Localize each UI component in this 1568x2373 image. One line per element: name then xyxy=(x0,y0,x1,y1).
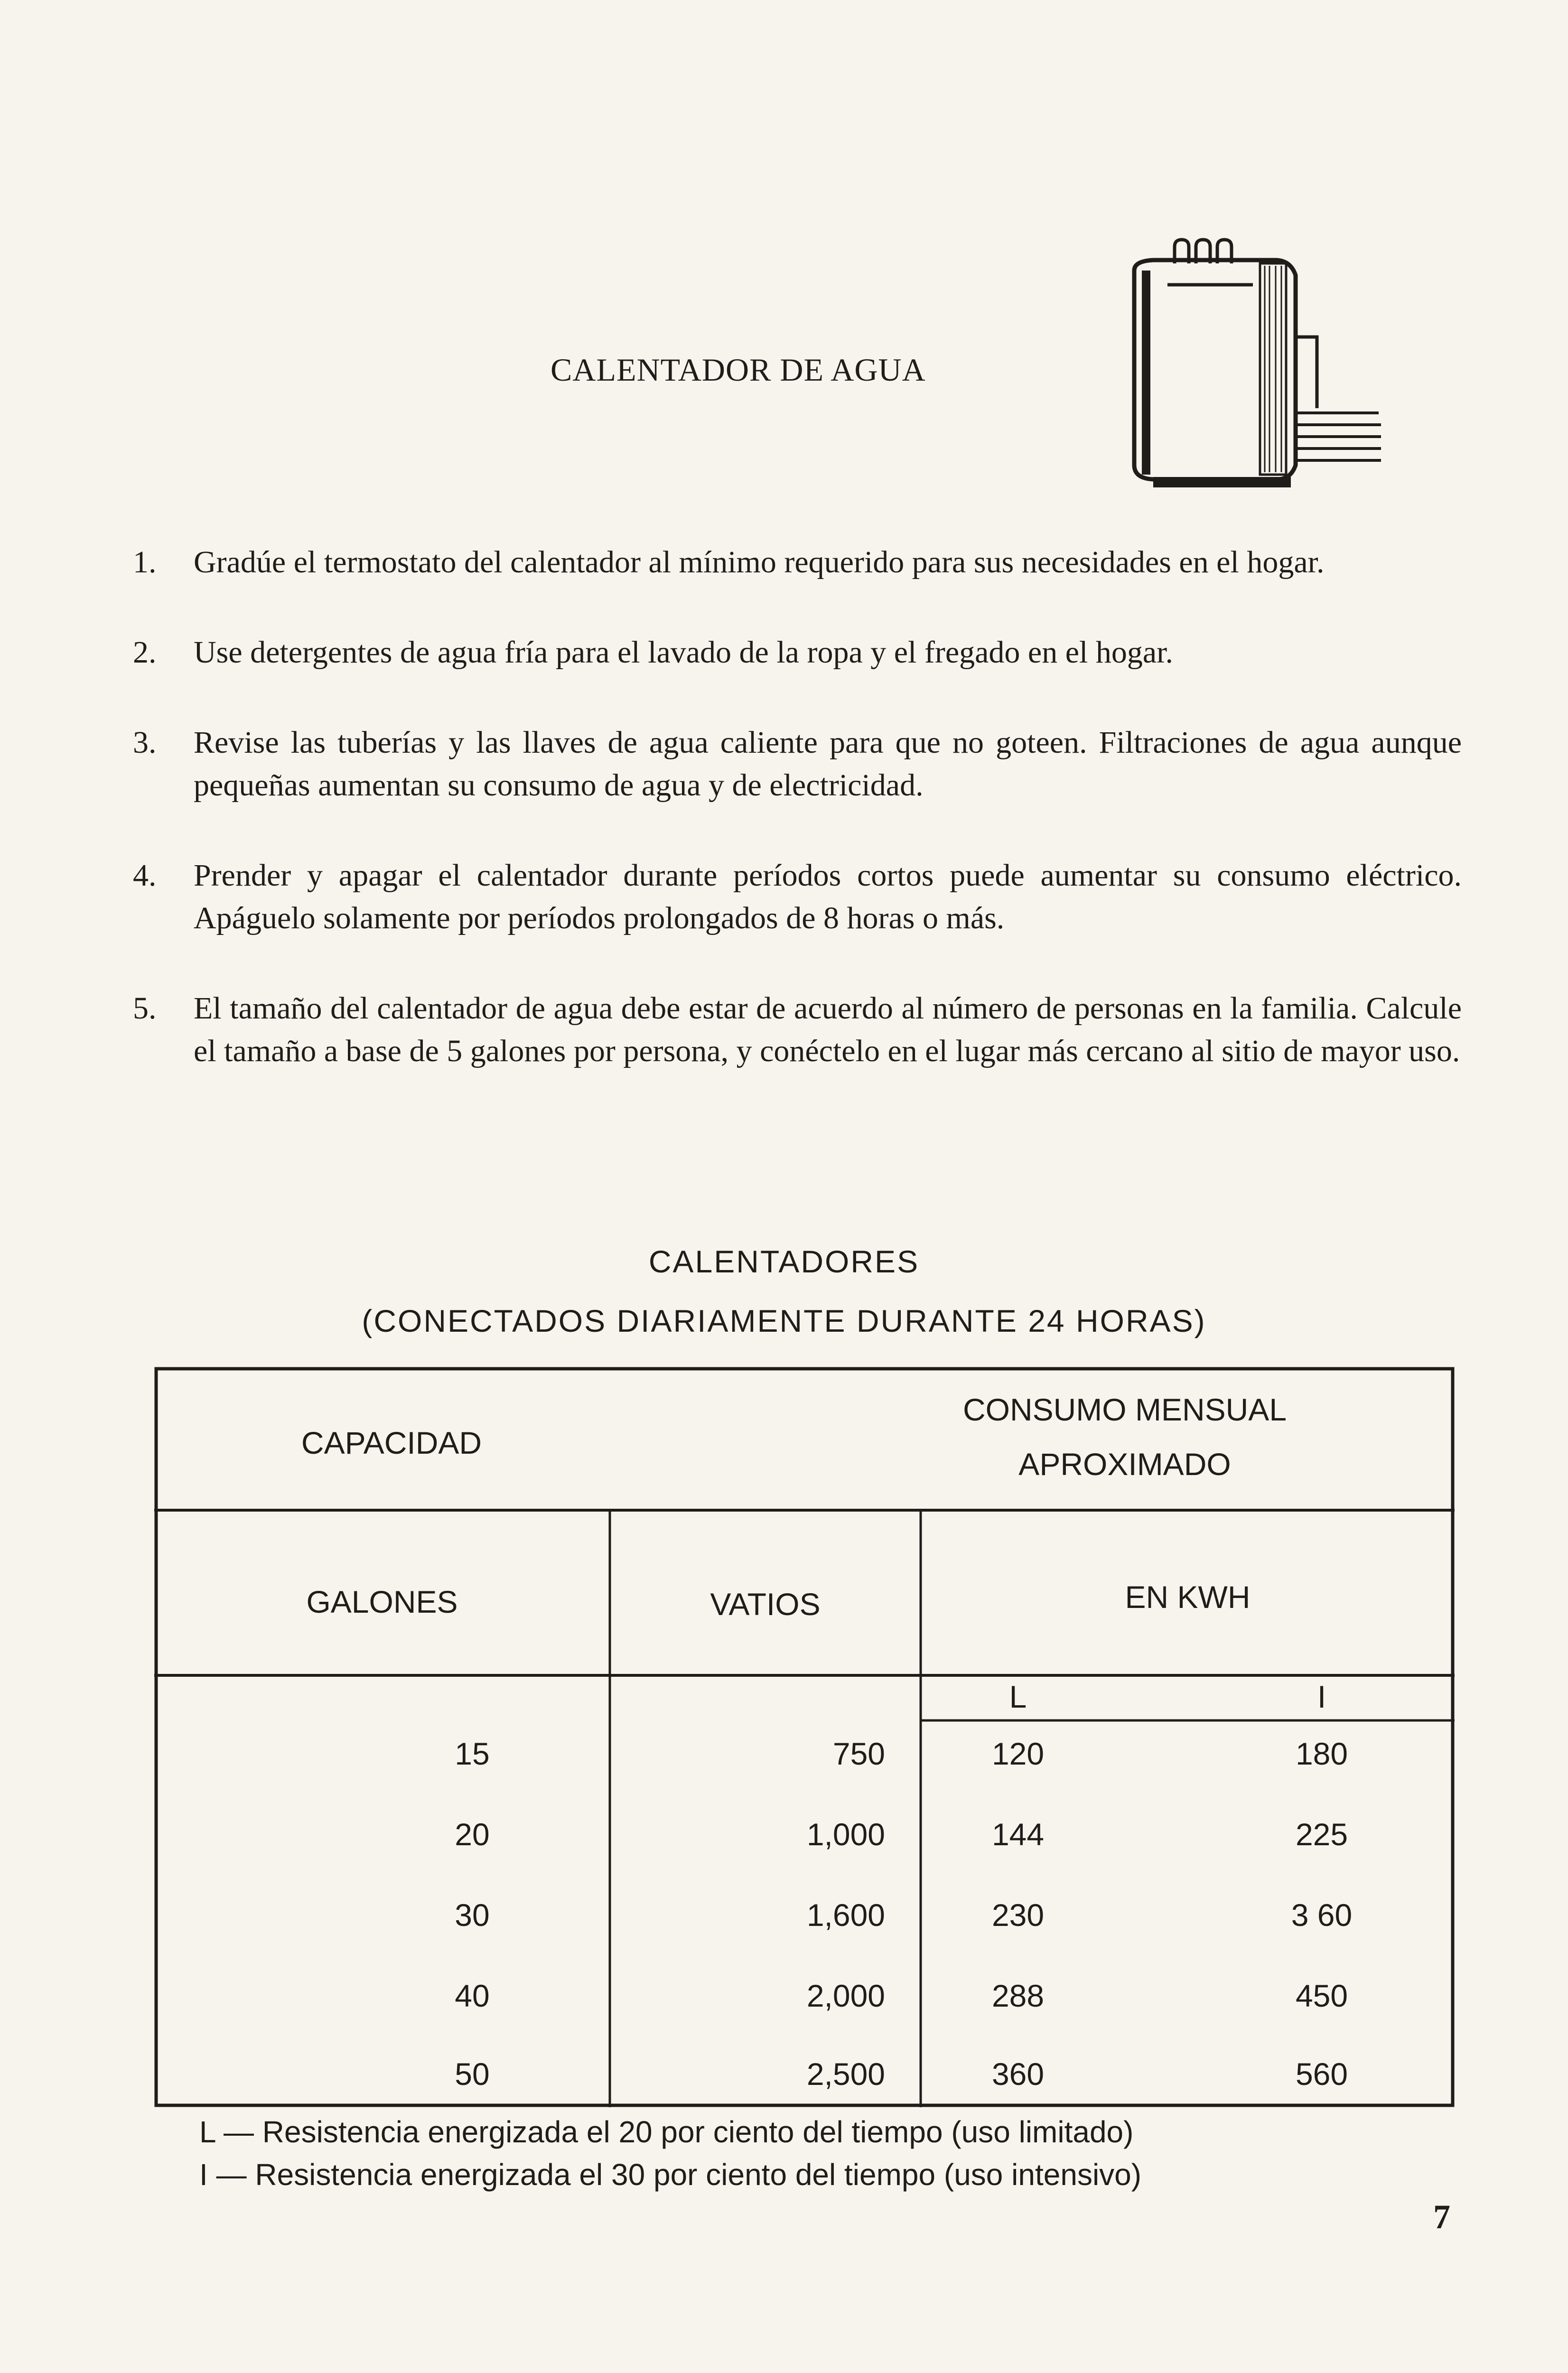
recommendations-list xyxy=(133,541,1462,1120)
cell-gallons: 30 xyxy=(455,1897,490,1933)
item-number: 5. xyxy=(133,991,157,1026)
page-title: CALENTADOR DE AGUA xyxy=(551,352,926,388)
list-item xyxy=(133,987,1462,1073)
item-number: 3. xyxy=(133,725,157,760)
cell-i: 225 xyxy=(1295,1817,1348,1852)
column-header-l: L xyxy=(1009,1679,1027,1714)
column-header-i: I xyxy=(1317,1679,1326,1714)
cell-i: 450 xyxy=(1295,1978,1348,2013)
water-heater-icon xyxy=(1125,218,1391,494)
heater-consumption-table xyxy=(154,1367,1455,2107)
cell-l: 288 xyxy=(991,1978,1045,2013)
list-item xyxy=(133,721,1462,807)
cell-watts: 2,000 xyxy=(806,1978,885,2013)
cell-gallons: 50 xyxy=(455,2056,490,2092)
item-text: Gradúe el termostato del calentador al mínimo requerido para sus necesidades en el hogar. xyxy=(194,545,1325,579)
header-consumption-line2: APROXIMADO xyxy=(1018,1447,1231,1482)
table-subtitle: (CONECTADOS DIARIAMENTE DURANTE 24 HORAS) xyxy=(362,1303,1206,1338)
column-header-watts: VATIOS xyxy=(710,1587,821,1622)
column-header-kwh: EN KWH xyxy=(1125,1579,1251,1615)
item-number: 1. xyxy=(133,545,157,579)
list-item xyxy=(133,631,1462,674)
item-number: 4. xyxy=(133,858,157,893)
item-text: Use detergentes de agua fría para el lavado de la ropa y el fregado en el hogar. xyxy=(194,635,1173,670)
cell-i: 180 xyxy=(1295,1736,1348,1771)
cell-watts: 750 xyxy=(832,1736,885,1771)
footnote-l: L — Resistencia energizada el 20 por ciento del tiempo (uso limitado) xyxy=(199,2115,1134,2149)
item-text: Prender y apagar el calentador durante períodos cortos puede aumentar su consumo eléctrico. Apáguelo solamente por períodos prolongados de 8 horas o más. xyxy=(194,858,1462,935)
cell-l: 144 xyxy=(991,1817,1045,1852)
cell-l: 230 xyxy=(991,1897,1045,1933)
item-text: Revise las tuberías y las llaves de agua caliente para que no goteen. Filtraciones de agua aunque pequeñas aumentan su consumo de agua y de electricidad. xyxy=(194,725,1462,803)
cell-i: 3 60 xyxy=(1291,1897,1353,1933)
cell-gallons: 20 xyxy=(455,1817,490,1852)
footnote-i: I — Resistencia energizada el 30 por ciento del tiempo (uso intensivo) xyxy=(199,2158,1142,2192)
cell-gallons: 40 xyxy=(455,1978,490,2013)
cell-watts: 1,000 xyxy=(806,1817,885,1852)
column-header-gallons: GALONES xyxy=(306,1584,458,1619)
table-title: CALENTADORES xyxy=(648,1244,920,1279)
page-number: 7 xyxy=(1433,2198,1450,2236)
header-consumption-line1: CONSUMO MENSUAL xyxy=(962,1392,1287,1427)
list-item xyxy=(133,854,1462,940)
cell-i: 560 xyxy=(1295,2056,1348,2092)
item-text: El tamaño del calentador de agua debe estar de acuerdo al número de personas en la familia. Calcule el tamaño a base de 5 galones por persona, y conéctelo en el lugar más cercano al sitio de mayor uso. xyxy=(194,991,1462,1068)
cell-watts: 2,500 xyxy=(806,2056,885,2092)
cell-gallons: 15 xyxy=(455,1736,490,1771)
list-item xyxy=(133,541,1462,584)
cell-l: 360 xyxy=(991,2056,1045,2092)
item-number: 2. xyxy=(133,635,157,670)
cell-l: 120 xyxy=(991,1736,1045,1771)
cell-watts: 1,600 xyxy=(806,1897,885,1933)
header-capacity: CAPACIDAD xyxy=(301,1425,482,1460)
